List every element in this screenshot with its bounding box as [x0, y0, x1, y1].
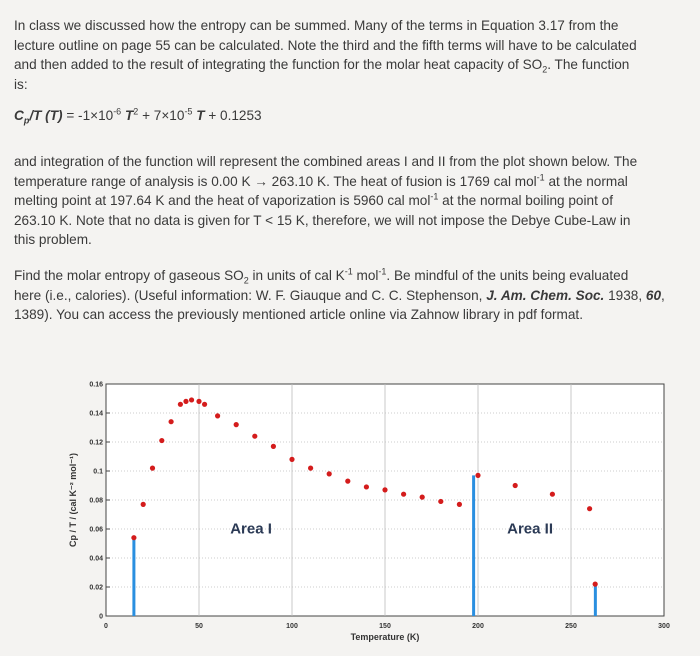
x-tick-label: 200 [472, 623, 484, 630]
data-point [457, 502, 462, 507]
data-point [196, 399, 201, 404]
y-tick-label: 0.12 [89, 439, 103, 447]
area-label: Area II [507, 520, 554, 538]
intro-paragraph [14, 16, 694, 94]
data-point [475, 473, 480, 478]
data-point [169, 419, 174, 424]
question-line-2: here (i.e., calories). (Useful information: W. F. Giauque and C. C. Stephenson, J. Am. Chem. Soc. 1938, 60, [14, 287, 665, 303]
intro-line-4: is: [14, 76, 28, 92]
data-point [593, 582, 598, 587]
data-point [401, 492, 406, 497]
analysis-line-1: and integration of the function will represent the combined areas I and II from the plot shown below. The [14, 154, 638, 169]
y-axis-label: Cp / T / (cal K⁻² mol⁻¹) [68, 453, 78, 547]
data-point [364, 484, 369, 489]
y-tick-label: 0.02 [89, 584, 103, 592]
x-axis-label: Temperature (K) [350, 632, 420, 642]
data-point [141, 502, 146, 507]
x-tick-label: 250 [565, 623, 577, 630]
data-point [327, 471, 332, 476]
data-point [189, 397, 194, 402]
y-tick-label: 0 [99, 613, 103, 621]
intro-line-3: and then added to the result of integrating the function for the molar heat capacity of $SO_2$. The function [14, 57, 630, 75]
x-tick-label: 0 [104, 623, 108, 630]
analysis-line-3: melting point at 197.64 K and the heat of vaporization is 5960 cal mol$^{-1}$ at the normal boiling point of [14, 191, 613, 208]
area-label: Area I [230, 520, 272, 538]
data-point [131, 535, 136, 540]
y-tick-label: 0.1 [93, 468, 103, 476]
plot-svg [60, 372, 680, 642]
y-tick-label: 0.14 [89, 410, 103, 418]
question-line-1: Find the molar entropy of gaseous $SO_2$ in units of cal $K^{-1}$ mol$^{-1}$. Be mindful of the units being evaluated [14, 266, 629, 286]
data-point [550, 492, 555, 497]
data-point [183, 399, 188, 404]
x-tick-label: 50 [195, 623, 203, 630]
data-point [513, 483, 518, 488]
data-point [438, 499, 443, 504]
heat-capacity-equation: $C_p/T$ $(T) = -1\times 10^{-6}$ $T^2 + 7\times 10^{-5}$ T + 0.1253 [14, 106, 262, 126]
y-tick-label: 0.04 [89, 555, 103, 563]
data-point [215, 413, 220, 418]
data-point [420, 495, 425, 500]
data-point [159, 438, 164, 443]
data-point [382, 487, 387, 492]
analysis-paragraph [14, 152, 694, 250]
data-point [150, 466, 155, 471]
intro-line-2: lecture outline on page 55 can be calculated. Note the third and the fifth terms will have to be calculated [14, 37, 637, 53]
data-point [178, 402, 183, 407]
y-tick-label: 0.08 [89, 497, 103, 505]
analysis-line-4: 263.10 K. Note that no data is given for T < 15 K, therefore, we will not impose the Debye Cube-Law in [14, 212, 631, 228]
data-point [308, 466, 313, 471]
x-tick-label: 150 [379, 623, 391, 630]
data-point [587, 506, 592, 511]
x-tick-label: 300 [658, 623, 670, 630]
data-point [289, 457, 294, 462]
data-point [234, 422, 239, 427]
data-point [271, 444, 276, 449]
analysis-line-5: this problem. [14, 232, 92, 247]
y-tick-label: 0.06 [89, 526, 103, 534]
question-line-3: 1389). You can access the previously mentioned article online via Zahnow library in pdf format. [14, 307, 583, 322]
x-tick-label: 100 [286, 623, 298, 630]
question-paragraph [14, 266, 694, 325]
intro-line-1: In class we discussed how the entropy can be summed. Many of the terms in Equation 3.17 from the [14, 18, 619, 33]
y-tick-label: 0.16 [89, 381, 103, 389]
data-point [345, 479, 350, 484]
entropy-plot [60, 372, 680, 647]
data-point [252, 434, 257, 439]
analysis-line-2: temperature range of analysis is 0.00 K → 263.10 K. The heat of fusion is 1769 cal mol$^{-1}$ at the normal [14, 171, 628, 189]
data-point [202, 402, 207, 407]
